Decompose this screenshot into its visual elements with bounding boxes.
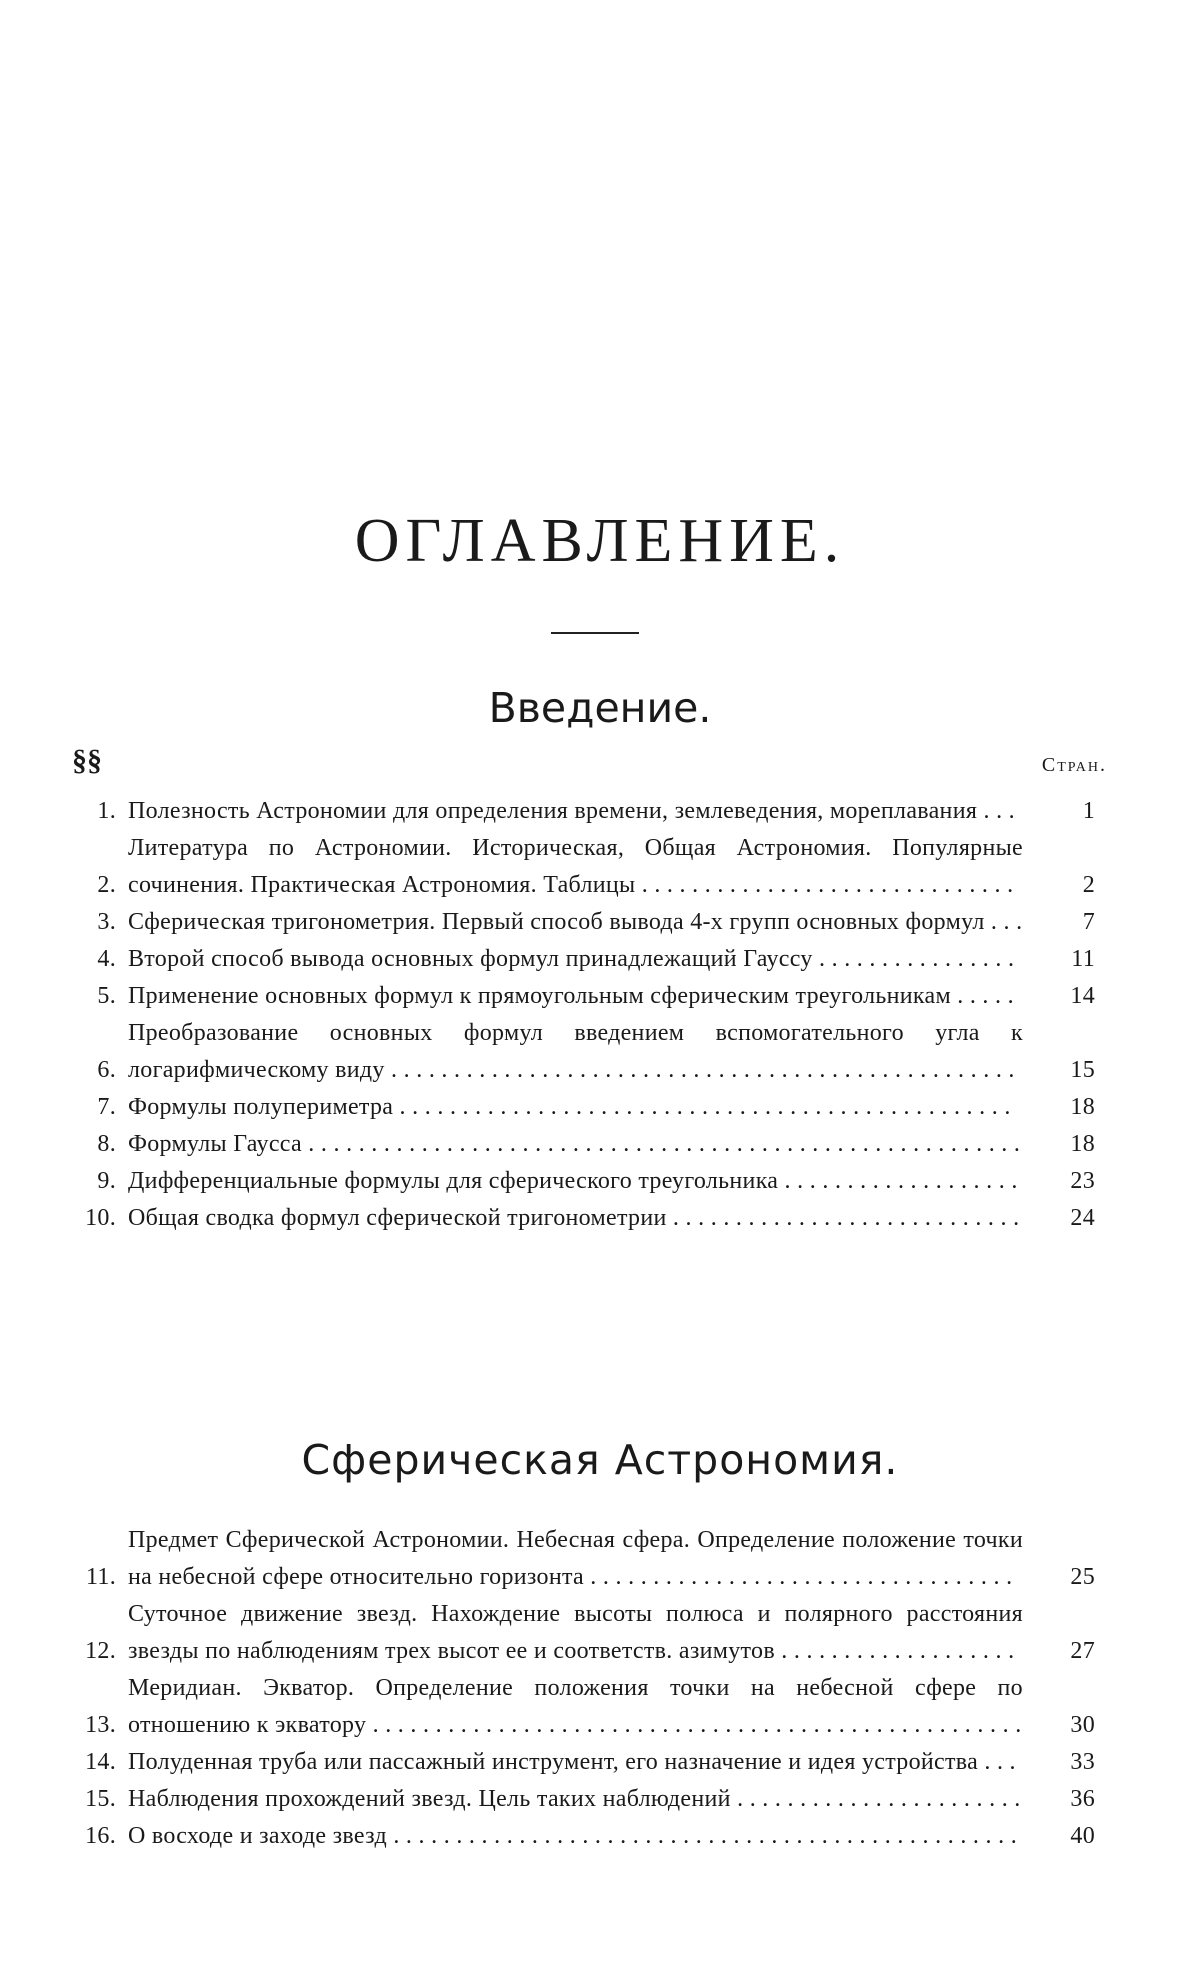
entry-title: Формулы Гаусса: [128, 1131, 302, 1157]
entry-title: Полуденная труба или пассажный инструмент, его назначение и идея устройства: [128, 1749, 979, 1775]
entry-title: Второй способ вывода основных формул принадлежащий Гауссу: [128, 946, 813, 972]
entry-number: 2.: [97, 872, 116, 898]
toc-entry: 7. Формулы полупериметра . . . . . . . . . . . . . . . . . . . . . . . . . . . . . . . . . . . . . . . . . . . . . . . . . 18: [50, 1089, 1120, 1126]
entry-number: 13.: [85, 1712, 116, 1738]
toc-entry: 5. Применение основных формул к прямоугольным сферическим треугольникам . . . . . 14: [50, 978, 1120, 1015]
entry-number: 3.: [97, 909, 116, 935]
section-heading-introduction: Введение.: [488, 684, 712, 732]
entry-number: 7.: [97, 1094, 116, 1120]
toc-entry: 2. Литература по Астрономии. Историческая, Общая Астрономия. Популярные сочинения. Практическая Астрономия. Таблицы . . . . . . . . . . . . . . . . . . . . . . . . . . . . . . 2: [50, 830, 1120, 904]
entry-page: 18: [1070, 1094, 1095, 1120]
entry-page: 36: [1070, 1786, 1095, 1812]
section-heading-spherical-astronomy: Сферическая Астрономия.: [301, 1436, 899, 1484]
entry-number: 4.: [97, 946, 116, 972]
toc-entry: 12. Суточное движение звезд. Нахождение высоты полюса и полярного расстояния звезды по наблюдениям трех высот ее и соответств. азимутов . . . . . . . . . . . . . . . . . . . 27: [50, 1596, 1120, 1670]
entry-title: Суточное движение звезд. Нахождение высоты полюса и полярного расстояния звезды по наблюдениям трех высот ее и соответств. азимутов: [128, 1601, 1023, 1664]
entry-page: 25: [1070, 1564, 1095, 1590]
entry-page: 1: [1082, 798, 1095, 824]
entry-page: 2: [1082, 872, 1095, 898]
entry-title: Полезность Астрономии для определения времени, землеведения, мореплавания: [128, 798, 978, 824]
introduction-entries: [50, 793, 1120, 1237]
toc-entry: 3. Сферическая тригонометрия. Первый способ вывода 4-х групп основных формул . . . 7: [50, 904, 1120, 941]
page-title: ОГЛАВЛЕНИЕ.: [354, 507, 846, 575]
entry-number: 16.: [85, 1823, 116, 1849]
entry-title: Предмет Сферической Астрономии. Небесная сфера. Определение положение точки на небесной сфере относительно горизонта: [128, 1527, 1023, 1590]
entry-page: 40: [1070, 1823, 1095, 1849]
toc-entry: 16. О восходе и заходе звезд . . . . . . . . . . . . . . . . . . . . . . . . . . . . . . . . . . . . . . . . . . . . . . . . . . 40: [50, 1818, 1120, 1855]
entry-title: Общая сводка формул сферической тригонометрии: [128, 1205, 667, 1231]
entry-title: Преобразование основных формул введением вспомогательного угла к логарифмическому виду: [128, 1020, 1023, 1083]
entry-title: Литература по Астрономии. Историческая, Общая Астрономия. Популярные сочинения. Практическая Астрономия. Таблицы: [128, 835, 1023, 898]
entry-title: Применение основных формул к прямоугольным сферическим треугольникам: [128, 983, 951, 1009]
entry-number: 9.: [97, 1168, 116, 1194]
entry-number: 1.: [97, 798, 116, 824]
entry-title: Формулы полупериметра: [128, 1094, 394, 1120]
toc-entry: 10. Общая сводка формул сферической тригонометрии . . . . . . . . . . . . . . . . . . . . . . . . . . . . 24: [50, 1200, 1120, 1237]
entry-title: О восходе и заходе звезд: [128, 1823, 388, 1849]
toc-entry: 11. Предмет Сферической Астрономии. Небесная сфера. Определение положение точки на небесной сфере относительно горизонта . . . . . . . . . . . . . . . . . . . . . . . . . . . . . . . . . . 25: [50, 1522, 1120, 1596]
entry-page: 24: [1070, 1205, 1095, 1231]
toc-entry: 4. Второй способ вывода основных формул принадлежащий Гауссу . . . . . . . . . . . . . . . . 11: [50, 941, 1120, 978]
entry-page: 15: [1070, 1057, 1095, 1083]
toc-entry: 13. Меридиан. Экватор. Определение положения точки на небесной сфере по отношению к экватору . . . . . . . . . . . . . . . . . . . . . . . . . . . . . . . . . . . . . . . . . . . . . . . . . . . . 30: [50, 1670, 1120, 1744]
paragraph-column-header: §§: [72, 744, 102, 777]
entry-number: 14.: [85, 1749, 116, 1775]
toc-entry: 9. Дифференциальные формулы для сферического треугольника . . . . . . . . . . . . . . . . . . . 23: [50, 1163, 1120, 1200]
title-divider: [551, 632, 639, 634]
toc-entry: 1. Полезность Астрономии для определения времени, землеведения, мореплавания . . . 1: [50, 793, 1120, 830]
entry-number: 12.: [85, 1638, 116, 1664]
entry-page: 18: [1070, 1131, 1095, 1157]
entry-number: 8.: [97, 1131, 116, 1157]
entry-page: 23: [1070, 1168, 1095, 1194]
entry-page: 11: [1071, 946, 1095, 972]
toc-entry: 6. Преобразование основных формул введением вспомогательного угла к логарифмическому виду . . . . . . . . . . . . . . . . . . . . . . . . . . . . . . . . . . . . . . . . . . . . . . . . . . 15: [50, 1015, 1120, 1089]
entry-page: 14: [1070, 983, 1095, 1009]
entry-page: 27: [1070, 1638, 1095, 1664]
entry-number: 15.: [85, 1786, 116, 1812]
entry-number: 5.: [97, 983, 116, 1009]
entry-title: Дифференциальные формулы для сферического треугольника: [128, 1168, 779, 1194]
entry-page: 7: [1082, 909, 1095, 935]
page-column-header: Стран.: [1041, 754, 1107, 776]
toc-entry: 8. Формулы Гаусса . . . . . . . . . . . . . . . . . . . . . . . . . . . . . . . . . . . . . . . . . . . . . . . . . . . . . . . . . 18: [50, 1126, 1120, 1163]
entry-number: 11.: [85, 1564, 116, 1590]
entry-title: Наблюдения прохождений звезд. Цель таких наблюдений: [128, 1786, 731, 1812]
entry-page: 30: [1070, 1712, 1095, 1738]
toc-entry: 14. Полуденная труба или пассажный инструмент, его назначение и идея устройства . . . 33: [50, 1744, 1120, 1781]
entry-number: 10.: [85, 1205, 116, 1231]
spherical-astronomy-entries: [50, 1522, 1120, 1855]
entry-title: Меридиан. Экватор. Определение положения точки на небесной сфере по отношению к экватору: [128, 1675, 1023, 1738]
entry-page: 33: [1070, 1749, 1095, 1775]
toc-entry: 15. Наблюдения прохождений звезд. Цель таких наблюдений . . . . . . . . . . . . . . . . . . . . . . . 36: [50, 1781, 1120, 1818]
entry-title: Сферическая тригонометрия. Первый способ вывода 4-х групп основных формул: [128, 909, 985, 935]
entry-number: 6.: [97, 1057, 116, 1083]
